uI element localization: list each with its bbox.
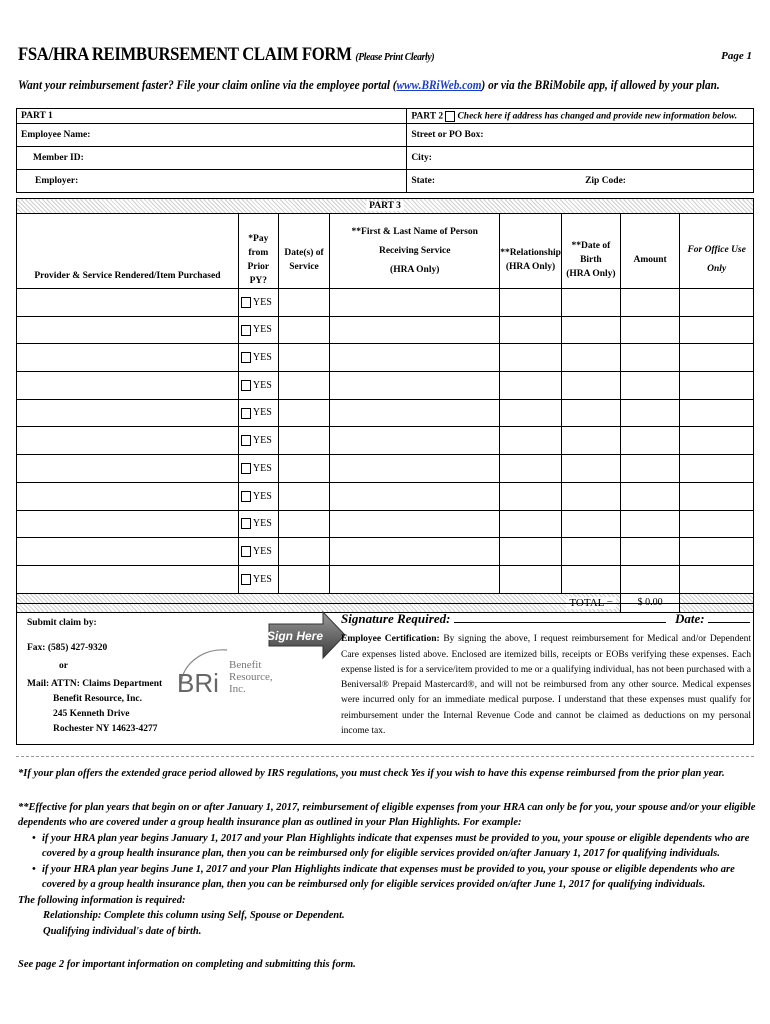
part2-label: PART 2 (411, 111, 444, 122)
pay-prior-checkbox[interactable] (241, 546, 251, 557)
required-info-heading: The following information is required: (18, 894, 186, 906)
amount-cell[interactable] (620, 565, 679, 593)
claims-table (16, 198, 754, 613)
person-name-cell[interactable] (330, 427, 500, 455)
claim-row (17, 455, 754, 483)
claim-row (17, 399, 754, 427)
col-office-text: For Office Use Only (687, 245, 746, 274)
dob-cell[interactable] (561, 289, 620, 317)
dob-cell[interactable] (561, 538, 620, 566)
col-person-name (330, 214, 500, 289)
intro-after: ) or via the BRiMobile app, if allowed by your plan. (481, 78, 720, 92)
dob-cell[interactable] (561, 482, 620, 510)
mail-line-3: 245 Kenneth Drive (53, 709, 130, 719)
yes-label: YES (252, 324, 272, 336)
employer-label: Employer: (35, 176, 79, 186)
address-changed-text: Check here if address has changed and provide new information below. (457, 111, 738, 122)
claim-row (17, 316, 754, 344)
date-cell[interactable] (278, 482, 330, 510)
pay-prior-checkbox[interactable] (241, 408, 251, 419)
person-name-cell[interactable] (330, 455, 500, 483)
pay-prior-cell (238, 399, 278, 427)
dob-cell[interactable] (561, 316, 620, 344)
pay-prior-checkbox[interactable] (241, 518, 251, 529)
city-field[interactable] (407, 147, 754, 170)
form-title-text: FSA/HRA REIMBURSEMENT CLAIM FORM (18, 44, 352, 65)
relationship-cell[interactable] (500, 482, 562, 510)
yes-label: YES (252, 518, 272, 530)
pay-prior-checkbox[interactable] (241, 325, 251, 336)
dob-cell[interactable] (561, 372, 620, 400)
required-dob: Qualifying individual's date of birth. (43, 925, 202, 937)
provider-cell[interactable] (17, 289, 239, 317)
relationship-cell[interactable] (500, 565, 562, 593)
claim-row (17, 289, 754, 317)
logo-letters: BRi (177, 668, 219, 698)
provider-cell[interactable] (17, 316, 239, 344)
col-name-1: **First & Last Name of Person (351, 226, 478, 237)
part3-label (17, 199, 754, 214)
claim-rows (17, 289, 754, 594)
member-id-label: Member ID: (33, 153, 84, 163)
pay-prior-cell (238, 482, 278, 510)
portal-link[interactable]: www.BRiWeb.com (396, 78, 482, 92)
footnote-grace-period: *If your plan offers the extended grace period allowed by IRS regulations, you must check Yes if you wish to have this expense reimbursed from the prior plan year. (18, 768, 725, 779)
relationship-cell[interactable] (500, 344, 562, 372)
relationship-cell[interactable] (500, 455, 562, 483)
amount-cell[interactable] (620, 289, 679, 317)
pay-prior-cell (238, 455, 278, 483)
office-use-cell (680, 399, 754, 427)
submit-info (27, 616, 162, 737)
city-label: City: (411, 153, 432, 163)
col-dob-2: (HRA Only) (566, 269, 616, 279)
street-field[interactable] (407, 124, 754, 147)
col-dob (561, 214, 620, 289)
amount-cell[interactable] (620, 455, 679, 483)
yes-label: YES (252, 462, 272, 474)
pay-prior-cell (238, 372, 278, 400)
pay-prior-checkbox[interactable] (241, 491, 251, 502)
date-cell[interactable] (278, 399, 330, 427)
amount-cell[interactable] (620, 316, 679, 344)
person-name-cell[interactable] (330, 510, 500, 538)
col-office (680, 214, 754, 289)
claim-row (17, 482, 754, 510)
pay-prior-checkbox[interactable] (241, 380, 251, 391)
hra-example-1: • if your HRA plan year begins January 1, 2017 and your Plan Highlights indicate that expenses must be provided to you, your spouse or eligible dependents who are covered by a group health insurance plan, then you can be reimbursed only for eligible services provided on/after January 1, 2017 for qualifying individuals. (42, 831, 758, 862)
employer-field[interactable] (17, 170, 407, 193)
dob-cell[interactable] (561, 455, 620, 483)
submit-or: or (59, 661, 68, 671)
date-cell[interactable] (278, 455, 330, 483)
submit-signature-box (16, 603, 754, 745)
relationship-cell[interactable] (500, 289, 562, 317)
employee-name-field[interactable] (17, 124, 407, 147)
office-use-cell (680, 344, 754, 372)
date-cell[interactable] (278, 372, 330, 400)
signature-field[interactable] (454, 610, 666, 623)
relationship-cell[interactable] (500, 399, 562, 427)
date-field[interactable] (708, 610, 750, 623)
hra-example-2: • if your HRA plan year begins June 1, 2017 and your Plan Highlights indicate that expenses must be provided to you, your spouse or eligible dependents who are covered by a group health insurance plan, then you can be reimbursed only for eligible services provided on/after June 1, 2017 for qualifying individuals. (42, 862, 758, 893)
part3-label-text: PART 3 (366, 201, 404, 211)
claim-row (17, 427, 754, 455)
col-rel-1: **Relationship (500, 248, 561, 258)
pay-prior-cell (238, 510, 278, 538)
yes-label: YES (252, 407, 272, 419)
date-label: Date: (674, 611, 705, 626)
relationship-cell[interactable] (500, 510, 562, 538)
provider-cell[interactable] (17, 510, 239, 538)
logo-text-3: Inc. (229, 683, 246, 695)
yes-label: YES (252, 352, 272, 364)
provider-cell[interactable] (17, 372, 239, 400)
yes-label: YES (252, 379, 272, 391)
col-relationship (500, 214, 562, 289)
form-subtitle: (Please Print Clearly) (355, 51, 435, 63)
zip-label: Zip Code: (585, 176, 626, 186)
date-cell[interactable] (278, 289, 330, 317)
fax-number: Fax: (585) 427-9320 (27, 643, 108, 653)
person-name-cell[interactable] (330, 565, 500, 593)
claim-row (17, 510, 754, 538)
sign-here-text: Sign Here (267, 629, 324, 643)
date-cell[interactable] (278, 510, 330, 538)
form-title (18, 44, 434, 66)
relationship-cell[interactable] (500, 427, 562, 455)
date-cell[interactable] (278, 427, 330, 455)
amount-cell[interactable] (620, 399, 679, 427)
provider-cell[interactable] (17, 399, 239, 427)
certification-text (341, 632, 751, 739)
dob-cell[interactable] (561, 344, 620, 372)
claim-row (17, 565, 754, 593)
col-rel-2: (HRA Only) (505, 262, 556, 272)
pay-prior-checkbox[interactable] (241, 297, 251, 308)
col-dates (278, 214, 330, 289)
col-pay-prior (238, 214, 278, 289)
part1-part2-table (16, 108, 754, 193)
office-use-cell (680, 372, 754, 400)
address-changed-checkbox[interactable] (445, 111, 455, 122)
col-pay-prior-2: Prior PY? (247, 262, 270, 286)
state-zip-field[interactable] (407, 170, 754, 193)
date-cell[interactable] (278, 538, 330, 566)
office-use-cell (680, 510, 754, 538)
signature-block (341, 610, 751, 739)
office-use-cell (680, 427, 754, 455)
certification-label: Employee Certification: (341, 634, 440, 645)
dob-cell[interactable] (561, 565, 620, 593)
dob-cell[interactable] (561, 399, 620, 427)
amount-cell[interactable] (620, 427, 679, 455)
dob-cell[interactable] (561, 427, 620, 455)
provider-cell[interactable] (17, 482, 239, 510)
col-name-3: (HRA Only) (390, 264, 440, 275)
amount-cell[interactable] (620, 372, 679, 400)
yes-label: YES (252, 545, 272, 557)
part1-label: PART 1 (17, 109, 407, 124)
pay-prior-cell (238, 427, 278, 455)
office-use-cell (680, 455, 754, 483)
mail-line-4: Rochester NY 14623-4277 (53, 724, 158, 734)
claim-row (17, 538, 754, 566)
footnote-hra: **Effective for plan years that begin on or after January 1, 2017, reimbursement of eligible expenses from your HRA can only be for you, your spouse and/or your eligible dependents who are covered under a group health insurance plan as outlined in your Plan Highlights. For example: (18, 801, 756, 828)
provider-cell[interactable] (17, 344, 239, 372)
yes-label: YES (252, 296, 272, 308)
person-name-cell[interactable] (330, 372, 500, 400)
office-use-cell (680, 538, 754, 566)
person-name-cell[interactable] (330, 316, 500, 344)
person-name-cell[interactable] (330, 399, 500, 427)
person-name-cell[interactable] (330, 344, 500, 372)
yes-label: YES (252, 573, 272, 585)
relationship-cell[interactable] (500, 372, 562, 400)
date-cell[interactable] (278, 565, 330, 593)
col-provider (17, 214, 239, 289)
claim-row (17, 372, 754, 400)
date-cell[interactable] (278, 344, 330, 372)
certification-body: By signing the above, I request reimbursement for Medical and/or Dependent Care expenses listed above. Enclosed are itemized bills, receipts or EOBs verifying these expenses. Each expense listed is for a service/item provided to me or a qualifying individual, has not been purchased with a Beniversal® Prepaid Mastercard®, and will not be reimbursed from any other source. Medical expenses were incurred only for an immediate medical purpose. I understand that these expenses must qualify for reimbursement under the Internal Revenue Code and cannot be claimed as deductions on my personal income tax. (341, 634, 752, 737)
submit-title: Submit claim by: (27, 618, 97, 628)
street-label: Street or PO Box: (411, 130, 484, 140)
member-id-field[interactable] (17, 147, 407, 170)
office-use-cell (680, 316, 754, 344)
page-number: Page 1 (721, 50, 752, 62)
intro-before: Want your reimbursement faster? File your claim online via the employee portal ( (18, 78, 397, 92)
yes-label: YES (252, 435, 272, 447)
hra-examples (18, 831, 758, 893)
col-dates-2: Service (289, 262, 319, 272)
col-amount: Amount (620, 214, 679, 289)
claim-row (17, 344, 754, 372)
provider-cell[interactable] (17, 565, 239, 593)
part2-header (407, 109, 754, 124)
pay-prior-cell (238, 344, 278, 372)
total-label: TOTAL = (566, 597, 616, 609)
pay-prior-checkbox[interactable] (241, 435, 251, 446)
footnotes (18, 766, 758, 973)
yes-label: YES (252, 490, 272, 502)
col-name-2: Receiving Service (378, 245, 451, 256)
person-name-cell[interactable] (330, 289, 500, 317)
signature-label: Signature Required: (341, 611, 451, 626)
amount-cell[interactable] (620, 482, 679, 510)
pay-prior-checkbox[interactable] (241, 574, 251, 585)
amount-cell[interactable] (620, 538, 679, 566)
signature-line (341, 610, 751, 626)
date-cell[interactable] (278, 316, 330, 344)
mail-line-1: Mail: ATTN: Claims Department (27, 679, 163, 689)
mail-line-2: Benefit Resource, Inc. (53, 694, 143, 704)
dob-cell[interactable] (561, 510, 620, 538)
required-relationship: Relationship: Complete this column using Self, Spouse or Dependent. (43, 910, 345, 921)
pay-prior-cell (238, 316, 278, 344)
col-pay-prior-1: *Pay from (248, 234, 269, 258)
total-amount: $ 0.00 (620, 593, 679, 612)
relationship-cell[interactable] (500, 538, 562, 566)
amount-cell[interactable] (620, 344, 679, 372)
col-dob-1: **Date of Birth (571, 241, 611, 265)
title-row (18, 44, 752, 68)
relationship-cell[interactable] (500, 316, 562, 344)
pay-prior-cell (238, 565, 278, 593)
logo-text-1: Benefit (229, 659, 262, 671)
office-use-cell (680, 565, 754, 593)
provider-cell[interactable] (17, 427, 239, 455)
divider-line (16, 756, 754, 757)
col-dates-1: Date(s) of (284, 248, 324, 258)
amount-cell[interactable] (620, 510, 679, 538)
logo-text-2: Resource, (229, 671, 273, 683)
pay-prior-checkbox[interactable] (241, 463, 251, 474)
person-name-cell[interactable] (330, 482, 500, 510)
bri-logo-icon (175, 644, 285, 704)
provider-cell[interactable] (17, 455, 239, 483)
col-provider-text: Provider & Service Rendered/Item Purchased (34, 271, 221, 281)
employee-name-label: Employee Name: (21, 130, 91, 140)
state-label: State: (411, 176, 436, 186)
person-name-cell[interactable] (330, 538, 500, 566)
pay-prior-checkbox[interactable] (241, 352, 251, 363)
pay-prior-cell (238, 538, 278, 566)
see-page-2: See page 2 for important information on completing and submitting this form. (18, 959, 356, 970)
intro-text (18, 78, 720, 93)
provider-cell[interactable] (17, 538, 239, 566)
office-use-cell (680, 482, 754, 510)
pay-prior-cell (238, 289, 278, 317)
office-use-cell (680, 289, 754, 317)
